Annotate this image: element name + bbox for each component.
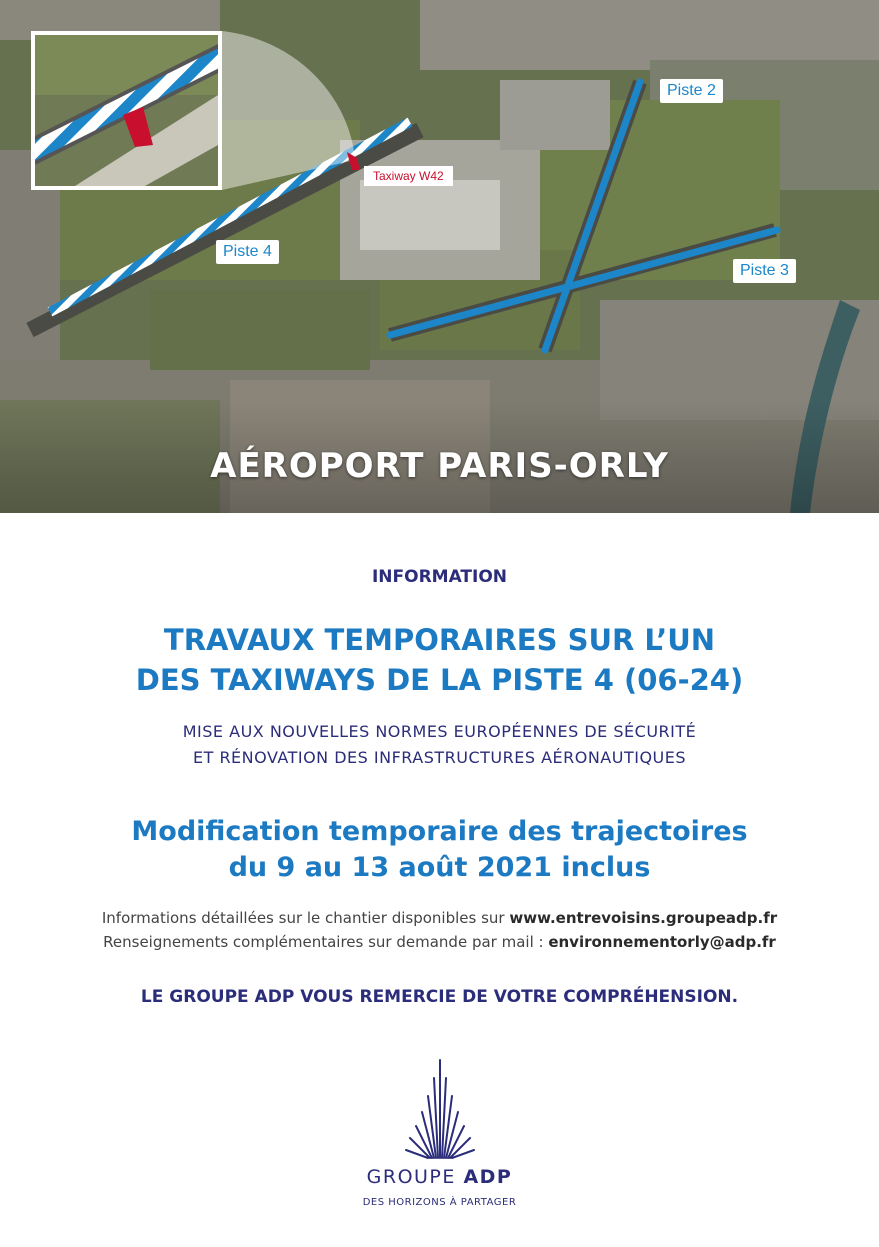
airport-aerial-map [0,0,879,513]
zoomed-taxiway-view [35,35,218,186]
groupe-adp-logo-icon [404,1058,476,1160]
logo-wordmark-groupe: GROUPE [366,1166,464,1188]
works-subtitle-line-1: MISE AUX NOUVELLES NORMES EUROPÉENNES DE SÉCURITÉ [182,722,697,741]
trajectory-modification-line-1: Modification temporaire des trajectoires [131,816,748,847]
website-link[interactable]: www.entrevoisins.groupeadp.fr [509,909,778,927]
trajectory-modification [0,814,879,886]
contact-details [0,906,879,954]
logo-wordmark [0,1166,879,1188]
details-email-text: Renseignements complémentaires sur demande par mail : [103,933,549,951]
thanks-message: LE GROUPE ADP VOUS REMERCIE DE VOTRE COMPRÉHENSION. [140,987,739,1007]
trajectory-modification-dates: du 9 au 13 août 2021 inclus [228,852,651,883]
details-website-line [0,906,879,930]
details-email-line [0,930,879,954]
logo-wordmark-adp: ADP [463,1166,513,1188]
airport-title: AÉROPORT PARIS-ORLY [210,446,669,486]
runway-label-piste-4: Piste 4 [216,240,279,264]
logo-tagline: DES HORIZONS À PARTAGER [362,1197,517,1208]
works-title-line-2: DES TAXIWAYS DE LA PISTE 4 (06-24) [135,663,744,697]
works-title [0,620,879,700]
email-link[interactable]: environnementorly@adp.fr [548,933,776,951]
taxiway-zoom-inset [31,31,222,190]
taxiway-label-w42: Taxiway W42 [364,166,453,186]
works-subtitle [0,719,879,771]
runway-label-piste-3: Piste 3 [733,259,796,283]
works-subtitle-line-2: ET RÉNOVATION DES INFRASTRUCTURES AÉRONAUTIQUES [192,748,687,767]
details-website-text: Informations détaillées sur le chantier disponibles sur [101,909,510,927]
works-title-line-1: TRAVAUX TEMPORAIRES SUR L’UN [163,623,716,657]
information-heading: INFORMATION [371,567,508,587]
runway-label-piste-2: Piste 2 [660,79,723,103]
